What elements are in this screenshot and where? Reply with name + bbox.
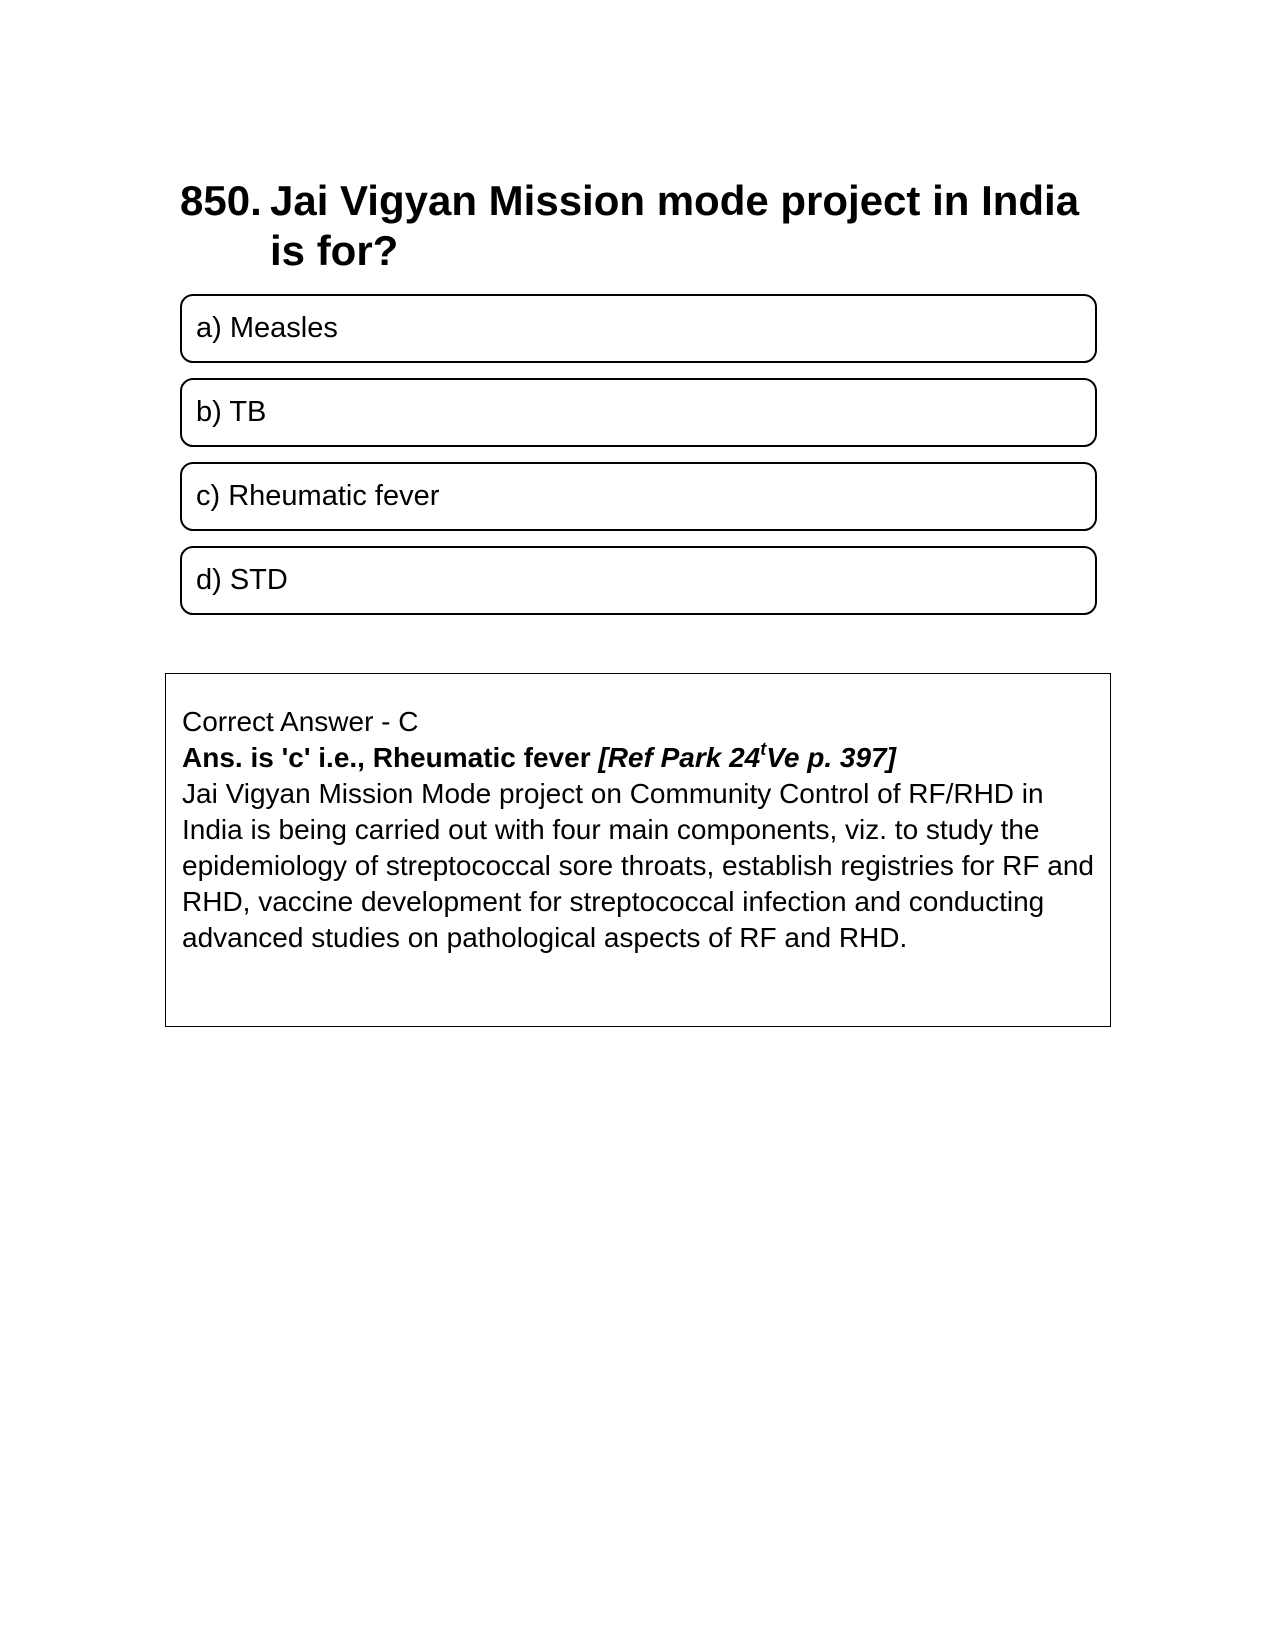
reference-superscript: t bbox=[760, 738, 767, 759]
question-text: Jai Vigyan Mission mode project in India is for? bbox=[270, 177, 1080, 274]
answer-summary bbox=[182, 740, 1096, 776]
option-d[interactable] bbox=[180, 546, 1097, 615]
answer-explanation: Jai Vigyan Mission Mode project on Community Control of RF/RHD in India is being carried out with four main components, viz. to study the epidemiology of streptococcal sore throats, establish registries for RF and RHD, vaccine development for streptococcal infection and conducting advanced studies on pathological aspects of RF and RHD. bbox=[182, 778, 1094, 953]
answer-box bbox=[165, 673, 1111, 1027]
option-d-label: d) STD bbox=[196, 564, 288, 596]
reference-pre: [Ref Park 24 bbox=[598, 742, 761, 773]
reference-post: Ve p. 397] bbox=[766, 742, 896, 773]
question-number: 850. bbox=[180, 177, 262, 224]
option-c[interactable] bbox=[180, 462, 1097, 531]
correct-answer: Correct Answer - C bbox=[182, 706, 419, 737]
answer-bold-text: Ans. is 'c' i.e., Rheumatic fever bbox=[182, 742, 591, 773]
option-b-label: b) TB bbox=[196, 396, 267, 428]
option-a-label: a) Measles bbox=[196, 312, 338, 344]
question-heading bbox=[180, 176, 1100, 276]
options-list bbox=[180, 294, 1097, 630]
option-c-label: c) Rheumatic fever bbox=[196, 480, 440, 512]
option-a[interactable] bbox=[180, 294, 1097, 363]
option-b[interactable] bbox=[180, 378, 1097, 447]
reference bbox=[598, 738, 896, 773]
